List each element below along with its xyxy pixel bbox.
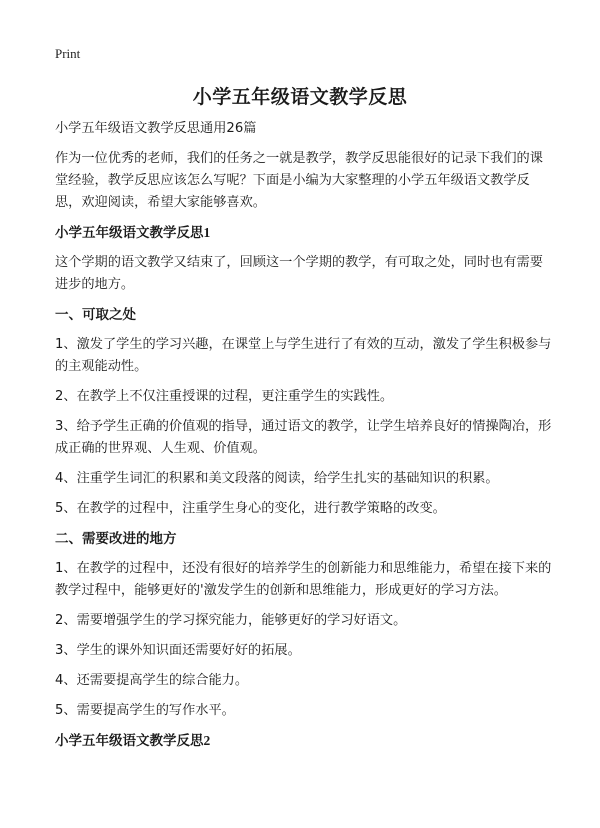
print-link[interactable]: Print — [55, 46, 81, 61]
strength-item-3: 3、给予学生正确的价值观的指导，通过语文的教学，让学生培养良好的情操陶冶，形成正确的世界观、人生观、价值观。 — [55, 419, 552, 456]
section-heading-2 — [55, 730, 555, 752]
improvement-item-2: 2、需要增强学生的学习探究能力，能够更好的学习好语文。 — [55, 613, 407, 628]
strength-item-5: 5、在教学的过程中，注重学生身心的变化，进行教学策略的改变。 — [55, 501, 446, 516]
section-heading-2-text: 小学五年级语文教学反思 — [55, 733, 204, 749]
intro-paragraph: 作为一位优秀的老师，我们的任务之一就是教学，教学反思能很好的记录下我们的课堂经验，教学反思应该怎么写呢？下面是小编为大家整理的小学五年级语文教学反思，欢迎阅读，希望大家能够喜欢。 — [55, 151, 543, 210]
section-heading-1-text: 小学五年级语文教学反思 — [55, 225, 204, 241]
strength-item-1: 1、激发了学生的学习兴趣，在课堂上与学生进行了有效的互动，激发了学生积极参与的主观能动性。 — [55, 337, 552, 374]
section-heading-1 — [55, 222, 555, 244]
improvement-item-5: 5、需要提高学生的写作水平。 — [55, 703, 235, 718]
improvement-item-1: 1、在教学的过程中，还没有很好的培养学生的创新能力和思维能力，希望在接下来的教学过程中，能够更好的'激发学生的创新和思维能力，形成更好的学习方法。 — [55, 561, 552, 598]
document-subtitle: 小学五年级语文教学反思通用26篇 — [55, 121, 257, 136]
section-heading-1-number: 1 — [203, 225, 211, 240]
subheading-improvements: 二、需要改进的地方 — [55, 531, 177, 547]
section-1-intro: 这个学期的语文教学又结束了，回顾这一个学期的教学，有可取之处，同时也有需要进步的地方。 — [55, 255, 543, 292]
improvement-item-3: 3、学生的课外知识面还需要好好的拓展。 — [55, 643, 301, 658]
strength-item-2: 2、在教学上不仅注重授课的过程，更注重学生的实践性。 — [55, 389, 394, 404]
subheading-strengths: 一、可取之处 — [55, 307, 136, 323]
section-heading-2-number: 2 — [203, 733, 211, 748]
strength-item-4: 4、注重学生词汇的积累和美文段落的阅读，给学生扎实的基础知识的积累。 — [55, 471, 499, 486]
document-body — [55, 118, 555, 760]
page-title: 小学五年级语文教学反思 — [192, 86, 408, 108]
improvement-item-4: 4、还需要提高学生的综合能力。 — [55, 673, 249, 688]
